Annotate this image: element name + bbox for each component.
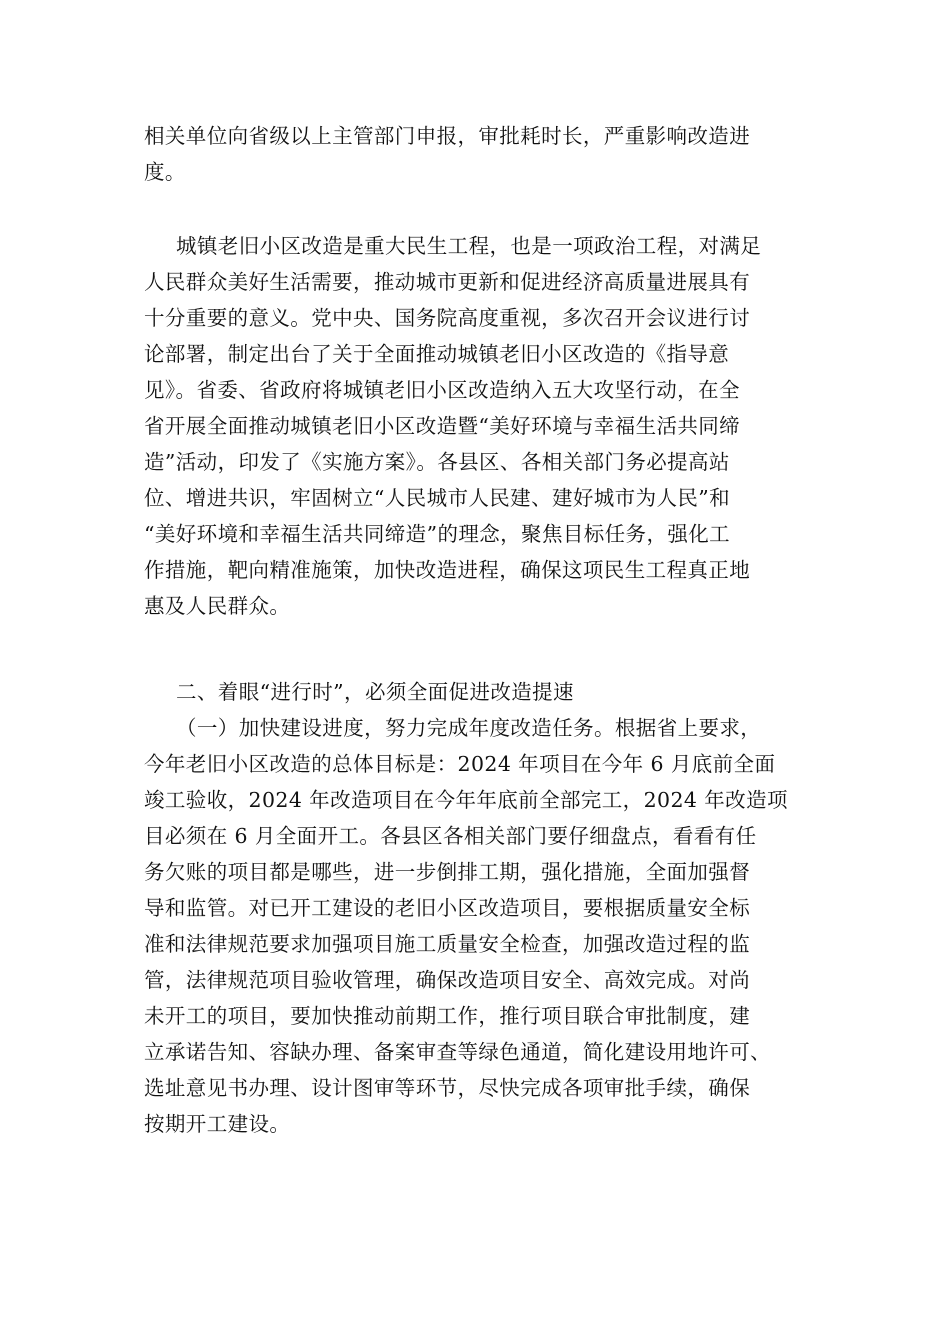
- paragraph-3-line-9: 未开工的项目，要加快推动前期工作，推行项目联合审批制度，建: [144, 1004, 751, 1028]
- paragraph-3-line-1: （一）加快建设进度，努力完成年度改造任务。根据省上要求，: [176, 716, 762, 740]
- paragraph-3-line-3: 竣工验收，2024 年改造项目在今年年底前全部完工，2024 年改造项: [144, 788, 788, 812]
- paragraph-2-line-4: 论部署，制定出台了关于全面推动城镇老旧小区改造的《指导意: [144, 342, 730, 366]
- paragraph-3-line-2: 今年老旧小区改造的总体目标是：2024 年项目在今年 6 月底前全面: [144, 752, 776, 776]
- paragraph-2-line-3: 十分重要的意义。党中央、国务院高度重视，多次召开会议进行讨: [144, 306, 751, 330]
- paragraph-3-line-12: 按期开工建设。: [144, 1112, 291, 1136]
- paragraph-3-line-6: 导和监管。对已开工建设的老旧小区改造项目，要根据质量安全标: [144, 896, 751, 920]
- paragraph-2-line-7: 造”活动，印发了《实施方案》。各县区、各相关部门务必提高站: [144, 450, 730, 474]
- paragraph-2-line-5: 见》。省委、省政府将城镇老旧小区改造纳入五大攻坚行动，在全: [144, 378, 740, 402]
- paragraph-2-line-11: 惠及人民群众。: [144, 594, 291, 618]
- paragraph-1-line-1: 相关单位向省级以上主管部门申报，审批耗时长，严重影响改造进: [144, 124, 751, 148]
- paragraph-2-line-1: 城镇老旧小区改造是重大民生工程，也是一项政治工程，对满足: [176, 234, 762, 258]
- paragraph-1-line-2: 度。: [144, 160, 186, 184]
- paragraph-2-line-10: 作措施，靶向精准施策，加快改造进程，确保这项民生工程真正地: [144, 558, 751, 582]
- paragraph-2-line-2: 人民群众美好生活需要，推动城市更新和促进经济高质量进展具有: [144, 270, 751, 294]
- paragraph-2-line-8: 位、增进共识，牢固树立“人民城市人民建、建好城市为人民”和: [144, 486, 731, 510]
- paragraph-3-line-4: 目必须在 6 月全面开工。各县区各相关部门要仔细盘点，看看有任: [144, 824, 757, 848]
- paragraph-3-line-5: 务欠账的项目都是哪些，进一步倒排工期，强化措施，全面加强督: [144, 860, 751, 884]
- paragraph-3-line-7: 准和法律规范要求加强项目施工质量安全检查，加强改造过程的监: [144, 932, 751, 956]
- paragraph-2-line-6: 省开展全面推动城镇老旧小区改造暨“美好环境与幸福生活共同缔: [144, 414, 741, 438]
- paragraph-2-line-9: “美好环境和幸福生活共同缔造”的理念，聚焦目标任务，强化工: [144, 522, 731, 546]
- section-heading-2: 二、着眼“进行时”，必须全面促进改造提速: [176, 680, 574, 704]
- paragraph-3-line-10: 立承诺告知、容缺办理、备案审查等绿色通道，简化建设用地许可、: [144, 1040, 771, 1064]
- paragraph-3-line-11: 选址意见书办理、设计图审等环节，尽快完成各项审批手续，确保: [144, 1076, 751, 1100]
- paragraph-3-line-8: 管，法律规范项目验收管理，确保改造项目安全、高效完成。对尚: [144, 968, 751, 992]
